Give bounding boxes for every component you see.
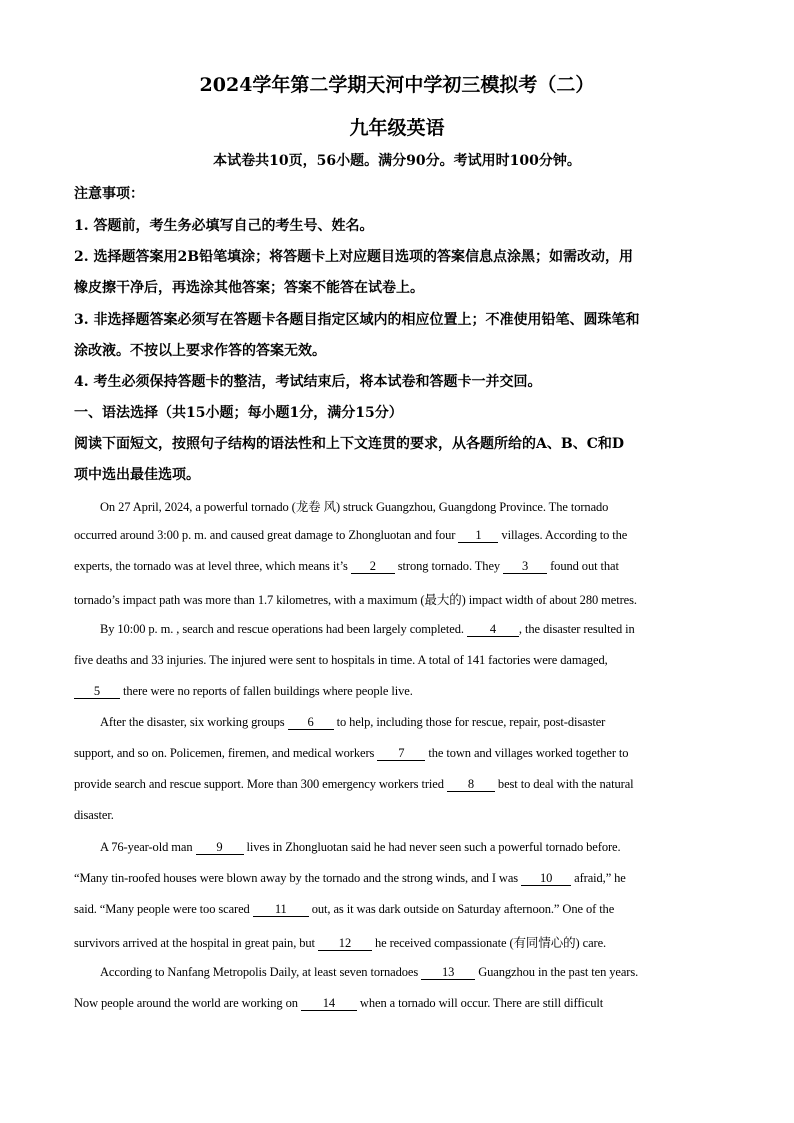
passage-line — [74, 684, 413, 699]
blank-10: 10 — [521, 872, 571, 886]
note-3-line-1: 3. 非选择题答案必须写在答题卡各题目指定区域内的相应位置上；不准使用铅笔、圆珠笔和 — [74, 312, 640, 328]
blank-14: 14 — [301, 997, 357, 1011]
passage-text: out, as it was dark outside on Saturday afternoon.” One of the — [308, 902, 615, 916]
passage-line — [100, 715, 605, 730]
passage-line: On 27 April, 2024, a powerful tornado (龙卷 风) struck Guangzhou, Guangdong Province. The tornado — [100, 500, 609, 514]
passage-line — [74, 996, 603, 1011]
passage-text: there were no reports of fallen buildings where people live. — [120, 684, 413, 698]
passage-text: afraid,” he — [571, 871, 626, 885]
passage-text: “Many tin-roofed houses were blown away by the tornado and the strong winds, and I was — [74, 871, 522, 885]
exam-subject: 九年级英语 — [349, 117, 445, 139]
passage-text: to help, including those for rescue, repair, post-disaster — [333, 715, 606, 729]
passage-line — [74, 902, 614, 917]
blank-6: 6 — [288, 716, 334, 730]
section-heading: 一、语法选择（共15小题；每小题1分，满分15分） — [74, 405, 403, 421]
blank-3: 3 — [503, 560, 547, 574]
passage-text: when a tornado will occur. There are still difficult — [356, 996, 604, 1010]
passage-line — [100, 840, 621, 855]
section-instructions-line-1: 阅读下面短文，按照句子结构的语法性和上下文连贯的要求，从各题所给的A、B、C和D — [74, 436, 624, 452]
passage-text: By 10:00 p. m. , search and rescue operations had been largely completed. — [100, 622, 467, 636]
passage-line: tornado’s impact path was more than 1.7 kilometres, with a maximum (最大的) impact width of about 280 metres. — [74, 593, 637, 607]
passage-line — [100, 622, 635, 637]
note-2-line-1: 2. 选择题答案用2B铅笔填涂；将答题卡上对应题目选项的答案信息点涂黑；如需改动，用 — [74, 249, 634, 265]
section-instructions-line-2: 项中选出最佳选项。 — [74, 467, 200, 483]
passage-text: occurred around 3:00 p. m. and caused great damage to Zhongluotan and four — [74, 528, 459, 542]
passage-line — [74, 871, 626, 886]
passage-line — [74, 746, 628, 761]
blank-2: 2 — [351, 560, 395, 574]
notes-heading: 注意事项： — [74, 186, 144, 202]
blank-7: 7 — [377, 747, 425, 761]
passage-line — [74, 777, 634, 792]
passage-line — [100, 965, 638, 980]
passage-text: provide search and rescue support. More than 300 emergency workers tried — [74, 777, 447, 791]
passage-text: experts, the tornado was at level three, which means it’s — [74, 559, 351, 573]
blank-12: 12 — [318, 937, 372, 951]
passage-text: survivors arrived at the hospital in great pain, but — [74, 936, 318, 950]
passage-text: best to deal with the natural — [494, 777, 634, 791]
exam-title: 2024学年第二学期天河中学初三模拟考（二） — [199, 74, 595, 96]
passage-text: villages. According to the — [498, 528, 628, 542]
passage-text: he received compassionate (有同情心的) care. — [371, 936, 607, 950]
passage-text: strong tornado. They — [394, 559, 504, 573]
note-3-line-2: 涂改液。不按以上要求作答的答案无效。 — [74, 343, 326, 359]
passage-line: disaster. — [74, 808, 114, 822]
passage-line — [74, 933, 606, 951]
blank-13: 13 — [421, 966, 475, 980]
passage-text: , the disaster resulted in — [518, 622, 635, 636]
passage-line — [74, 559, 619, 574]
passage-text: Guangzhou in the past ten years. — [475, 965, 639, 979]
note-1: 1. 答题前，考生务必填写自己的考生号、姓名。 — [74, 218, 374, 234]
passage-text: According to Nanfang Metropolis Daily, at least seven tornadoes — [100, 965, 422, 979]
passage-text: lives in Zhongluotan said he had never seen such a powerful tornado before. — [243, 840, 621, 854]
passage-text: the town and villages worked together to — [425, 746, 629, 760]
passage-text: support, and so on. Policemen, firemen, and medical workers — [74, 746, 378, 760]
blank-1: 1 — [458, 529, 498, 543]
passage-text: said. “Many people were too scared — [74, 902, 253, 916]
passage-text: A 76-year-old man — [100, 840, 196, 854]
exam-info: 本试卷共10页，56小题。满分90分。考试用时100分钟。 — [213, 153, 581, 169]
note-4: 4. 考生必须保持答题卡的整洁，考试结束后，将本试卷和答题卡一并交回。 — [74, 374, 542, 390]
blank-4: 4 — [467, 623, 519, 637]
passage-text: Now people around the world are working on — [74, 996, 301, 1010]
passage-line: five deaths and 33 injuries. The injured were sent to hospitals in time. A total of 141 factories were damaged, — [74, 653, 608, 667]
passage-text: found out that — [547, 559, 619, 573]
passage-line — [74, 528, 627, 543]
note-2-line-2: 橡皮擦干净后，再选涂其他答案；答案不能答在试卷上。 — [74, 280, 424, 296]
blank-8: 8 — [447, 778, 495, 792]
passage-text: After the disaster, six working groups — [100, 715, 288, 729]
blank-9: 9 — [196, 841, 244, 855]
blank-5: 5 — [74, 685, 120, 699]
blank-11: 11 — [253, 903, 309, 917]
